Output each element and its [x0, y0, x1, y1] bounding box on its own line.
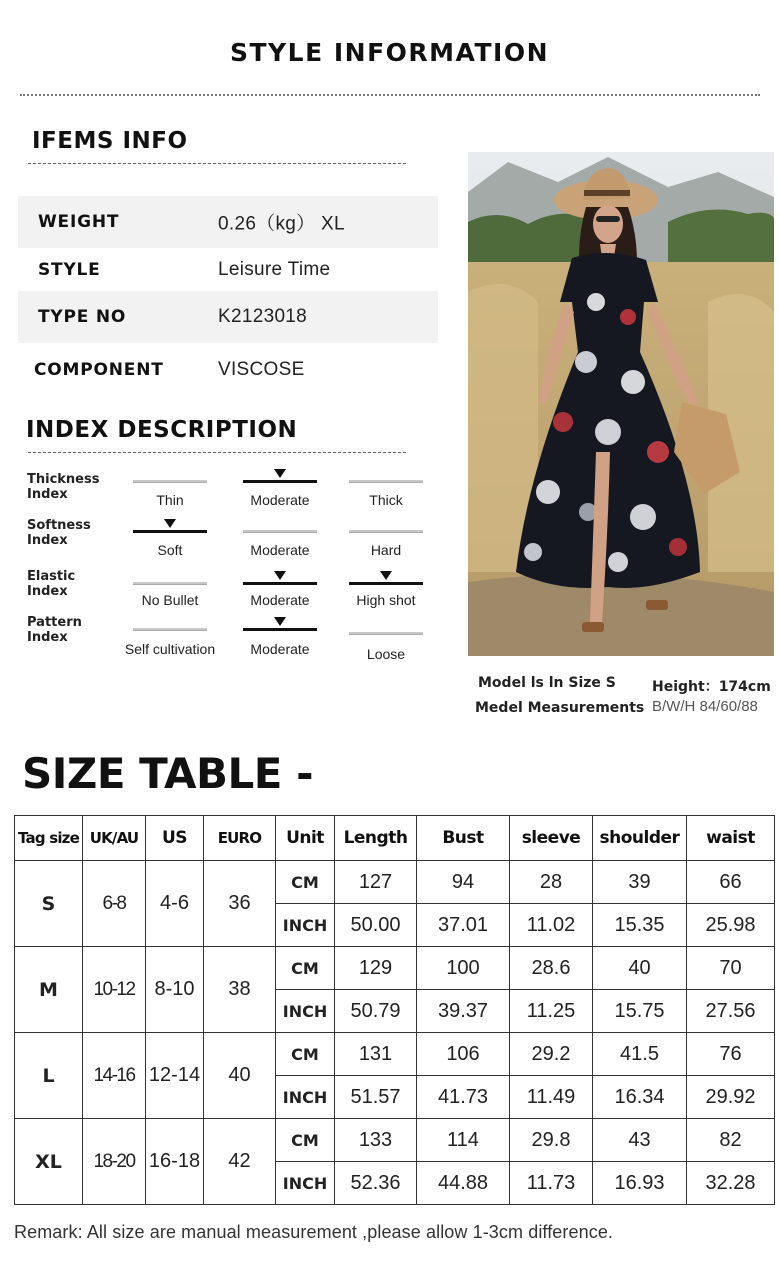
info-row-type-no	[18, 291, 438, 343]
index-scale-line-selected	[243, 480, 317, 483]
info-value: K2123018	[218, 306, 308, 327]
us-cell: 12-14	[146, 1033, 204, 1119]
measurement-cell: 94	[417, 861, 510, 904]
size-tag-cell: M	[15, 947, 83, 1033]
info-label: STYLE	[38, 260, 101, 280]
remark-text: Remark: All size are manual measurement ,please allow 1-3cm difference.	[14, 1222, 614, 1242]
model-measurements-value: B/W/H 84/60/88	[652, 698, 758, 715]
measurement-cell: 131	[335, 1033, 417, 1076]
measurement-cell: 29.2	[510, 1033, 593, 1076]
info-value: 0.26（kg） XL	[218, 213, 345, 235]
info-label: COMPONENT	[34, 360, 164, 380]
measurement-cell: 50.79	[335, 990, 417, 1033]
measurement-cell: 70	[687, 947, 775, 990]
index-description-divider	[28, 452, 406, 453]
index-scale-line-selected	[243, 628, 317, 631]
size-table	[14, 815, 775, 1205]
measurement-cell: 100	[417, 947, 510, 990]
measurement-cell: 16.34	[593, 1076, 687, 1119]
info-row-component	[18, 344, 438, 396]
euro-cell: 36	[204, 861, 276, 947]
measurement-cell: 25.98	[687, 904, 775, 947]
index-scale-line-selected	[133, 530, 207, 533]
model-height-label: Height：174cm	[652, 679, 771, 695]
index-scale-line	[349, 530, 423, 533]
index-scale-line	[243, 530, 317, 533]
index-scale-line	[349, 480, 423, 483]
size-tag-cell: S	[15, 861, 83, 947]
size-row-cm	[15, 1119, 775, 1162]
index-label-line: Index	[27, 630, 68, 645]
measurement-cell: 129	[335, 947, 417, 990]
model-measurements-label: Medel Measurements	[475, 700, 645, 716]
column-header: US	[146, 816, 204, 861]
measurement-cell: 66	[687, 861, 775, 904]
measurement-cell: 41.5	[593, 1033, 687, 1076]
info-row-weight	[18, 196, 438, 248]
measurement-cell: 27.56	[687, 990, 775, 1033]
size-tag-cell: XL	[15, 1119, 83, 1205]
index-option-label: Hard	[370, 542, 402, 558]
index-label-line: Index	[27, 487, 68, 502]
measurement-cell: 52.36	[335, 1162, 417, 1205]
column-header: shoulder	[593, 816, 687, 861]
page-title: STYLE INFORMATION	[230, 38, 549, 67]
measurement-cell: 15.75	[593, 990, 687, 1033]
index-label	[27, 615, 82, 645]
euro-cell: 40	[204, 1033, 276, 1119]
info-row-style	[18, 244, 438, 296]
size-table-title: SIZE TABLE -	[22, 749, 314, 798]
euro-cell: 42	[204, 1119, 276, 1205]
index-option-label: High shot	[356, 592, 416, 608]
index-label-line: Index	[27, 584, 68, 599]
model-size-label: Model ls ln Size S	[478, 675, 616, 691]
measurement-cell: 50.00	[335, 904, 417, 947]
index-scale-line	[133, 628, 207, 631]
measurement-cell: 39	[593, 861, 687, 904]
column-header: EURO	[204, 816, 276, 861]
index-option-label: Moderate	[250, 542, 310, 558]
index-label-line: Pattern	[27, 615, 82, 630]
measurement-cell: 15.35	[593, 904, 687, 947]
unit-cell: CM	[276, 861, 335, 904]
size-row-cm	[15, 1033, 775, 1076]
measurement-cell: 11.73	[510, 1162, 593, 1205]
index-label	[27, 518, 91, 548]
measurement-cell: 11.49	[510, 1076, 593, 1119]
measurement-cell: 39.37	[417, 990, 510, 1033]
selected-marker-icon	[164, 519, 176, 528]
unit-cell: INCH	[276, 904, 335, 947]
measurement-cell: 127	[335, 861, 417, 904]
measurement-cell: 41.73	[417, 1076, 510, 1119]
measurement-cell: 106	[417, 1033, 510, 1076]
us-cell: 4-6	[146, 861, 204, 947]
unit-cell: CM	[276, 1119, 335, 1162]
index-option-label: No Bullet	[141, 592, 199, 608]
measurement-cell: 40	[593, 947, 687, 990]
measurement-cell: 29.8	[510, 1119, 593, 1162]
index-option-label: Moderate	[250, 592, 310, 608]
index-label	[27, 569, 75, 599]
column-header: waist	[687, 816, 775, 861]
column-header: Unit	[276, 816, 335, 861]
selected-marker-icon	[274, 469, 286, 478]
measurement-cell: 28.6	[510, 947, 593, 990]
measurement-cell: 43	[593, 1119, 687, 1162]
unit-cell: CM	[276, 947, 335, 990]
index-option-label: Thin	[156, 492, 184, 508]
index-label-line: Elastic	[27, 569, 76, 584]
info-value: Leisure Time	[218, 259, 331, 280]
size-row-cm	[15, 861, 775, 904]
info-value: VISCOSE	[218, 359, 305, 380]
measurement-cell: 76	[687, 1033, 775, 1076]
items-info-title: IFEMS INFO	[32, 128, 188, 154]
index-option-label: Thick	[369, 492, 403, 508]
uk-au-cell: 6-8	[83, 861, 146, 947]
size-table-header-row	[15, 816, 775, 861]
index-option-label: Loose	[366, 646, 406, 662]
measurement-cell: 133	[335, 1119, 417, 1162]
measurement-cell: 82	[687, 1119, 775, 1162]
index-label-line: Softness	[27, 518, 91, 533]
measurement-cell: 11.02	[510, 904, 593, 947]
size-table-body	[15, 861, 775, 1205]
index-description-title: INDEX DESCRIPTION	[26, 417, 298, 443]
unit-cell: INCH	[276, 1076, 335, 1119]
info-label: TYPE NO	[38, 307, 127, 327]
measurement-cell: 51.57	[335, 1076, 417, 1119]
index-scale-line	[133, 480, 207, 483]
unit-cell: CM	[276, 1033, 335, 1076]
size-tag-cell: L	[15, 1033, 83, 1119]
index-label	[27, 472, 99, 502]
column-header: UK/AU	[83, 816, 146, 861]
index-label-line: Index	[27, 533, 68, 548]
index-option-label: Self cultivation	[124, 641, 216, 657]
model-photo-image	[468, 152, 774, 656]
measurement-cell: 29.92	[687, 1076, 775, 1119]
column-header: sleeve	[510, 816, 593, 861]
uk-au-cell: 14-16	[83, 1033, 146, 1119]
size-row-cm	[15, 947, 775, 990]
index-scale-line	[133, 582, 207, 585]
index-option-label: Soft	[157, 542, 183, 558]
items-info-divider	[28, 163, 406, 164]
us-cell: 16-18	[146, 1119, 204, 1205]
title-divider	[20, 94, 760, 96]
unit-cell: INCH	[276, 1162, 335, 1205]
model-photo	[468, 152, 774, 656]
column-header: Length	[335, 816, 417, 861]
measurement-cell: 32.28	[687, 1162, 775, 1205]
measurement-cell: 37.01	[417, 904, 510, 947]
column-header: Tag size	[15, 816, 83, 861]
index-scale-line	[349, 632, 423, 635]
unit-cell: INCH	[276, 990, 335, 1033]
selected-marker-icon	[274, 571, 286, 580]
uk-au-cell: 10-12	[83, 947, 146, 1033]
measurement-cell: 114	[417, 1119, 510, 1162]
info-label: WEIGHT	[38, 212, 120, 232]
euro-cell: 38	[204, 947, 276, 1033]
index-scale-line-selected	[243, 582, 317, 585]
measurement-cell: 44.88	[417, 1162, 510, 1205]
selected-marker-icon	[274, 617, 286, 626]
measurement-cell: 16.93	[593, 1162, 687, 1205]
selected-marker-icon	[380, 571, 392, 580]
measurement-cell: 11.25	[510, 990, 593, 1033]
index-label-line: Thickness	[27, 472, 100, 487]
measurement-cell: 28	[510, 861, 593, 904]
uk-au-cell: 18-20	[83, 1119, 146, 1205]
us-cell: 8-10	[146, 947, 204, 1033]
index-option-label: Moderate	[250, 641, 310, 657]
index-option-label: Moderate	[250, 492, 310, 508]
column-header: Bust	[417, 816, 510, 861]
index-scale-line-selected	[349, 582, 423, 585]
